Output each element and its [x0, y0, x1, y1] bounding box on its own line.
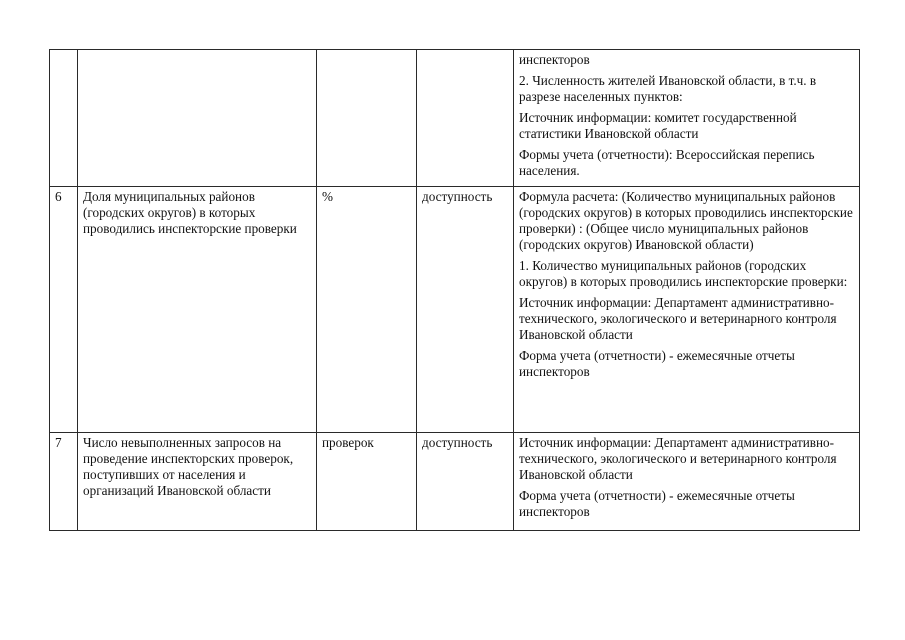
description-paragraph: 1. Количество муниципальных районов (городских округов) в которых проводились инспекторские проверки: [519, 258, 848, 289]
indicator-type [417, 50, 514, 187]
row-number: 7 [50, 433, 78, 531]
table-row [50, 187, 860, 433]
row-number [50, 50, 78, 187]
description-paragraph: Форма учета (отчетности) - ежемесячные отчеты инспекторов [519, 488, 795, 519]
calculation-description [514, 187, 860, 433]
description-paragraph: Форма учета (отчетности) - ежемесячные отчеты инспекторов [519, 348, 795, 379]
indicator-type: доступность [417, 187, 514, 433]
indicator-type: доступность [417, 433, 514, 531]
calculation-description [514, 50, 860, 187]
description-paragraph: Формы учета (отчетности): Всероссийская перепись населения. [519, 147, 815, 178]
table-row [50, 433, 860, 531]
description-paragraph: 2. Численность жителей Ивановской области, в т.ч. в разрезе населенных пунктов: [519, 73, 817, 104]
unit-of-measure [317, 50, 417, 187]
description-paragraph: Источник информации: Департамент административно-технического, экологического и ветеринарного контроля Ивановской области [519, 295, 837, 342]
table-row [50, 50, 860, 187]
indicator-name: Доля муниципальных районов (городских округов) в которых проводились инспекторские проверки [78, 187, 317, 433]
unit-of-measure: проверок [317, 433, 417, 531]
row-number: 6 [50, 187, 78, 433]
description-paragraph: Источник информации: комитет государственной статистики Ивановской области [519, 110, 797, 141]
indicator-name [78, 50, 317, 187]
description-paragraph: Формула расчета: (Количество муниципальных районов (городских округов) в которых проводились инспекторские проверки) : (Общее число муниципальных районов (городских округов) Ивановской области) [519, 189, 853, 252]
indicators-table [49, 49, 860, 531]
description-paragraph: Источник информации: Департамент административно-технического, экологического и ветеринарного контроля Ивановской области [519, 435, 837, 482]
calculation-description [514, 433, 860, 531]
unit-of-measure: % [317, 187, 417, 433]
indicator-name: Число невыполненных запросов на проведение инспекторских проверок, поступивших от населения и организаций Ивановской области [78, 433, 317, 531]
description-paragraph: инспекторов [519, 52, 590, 67]
